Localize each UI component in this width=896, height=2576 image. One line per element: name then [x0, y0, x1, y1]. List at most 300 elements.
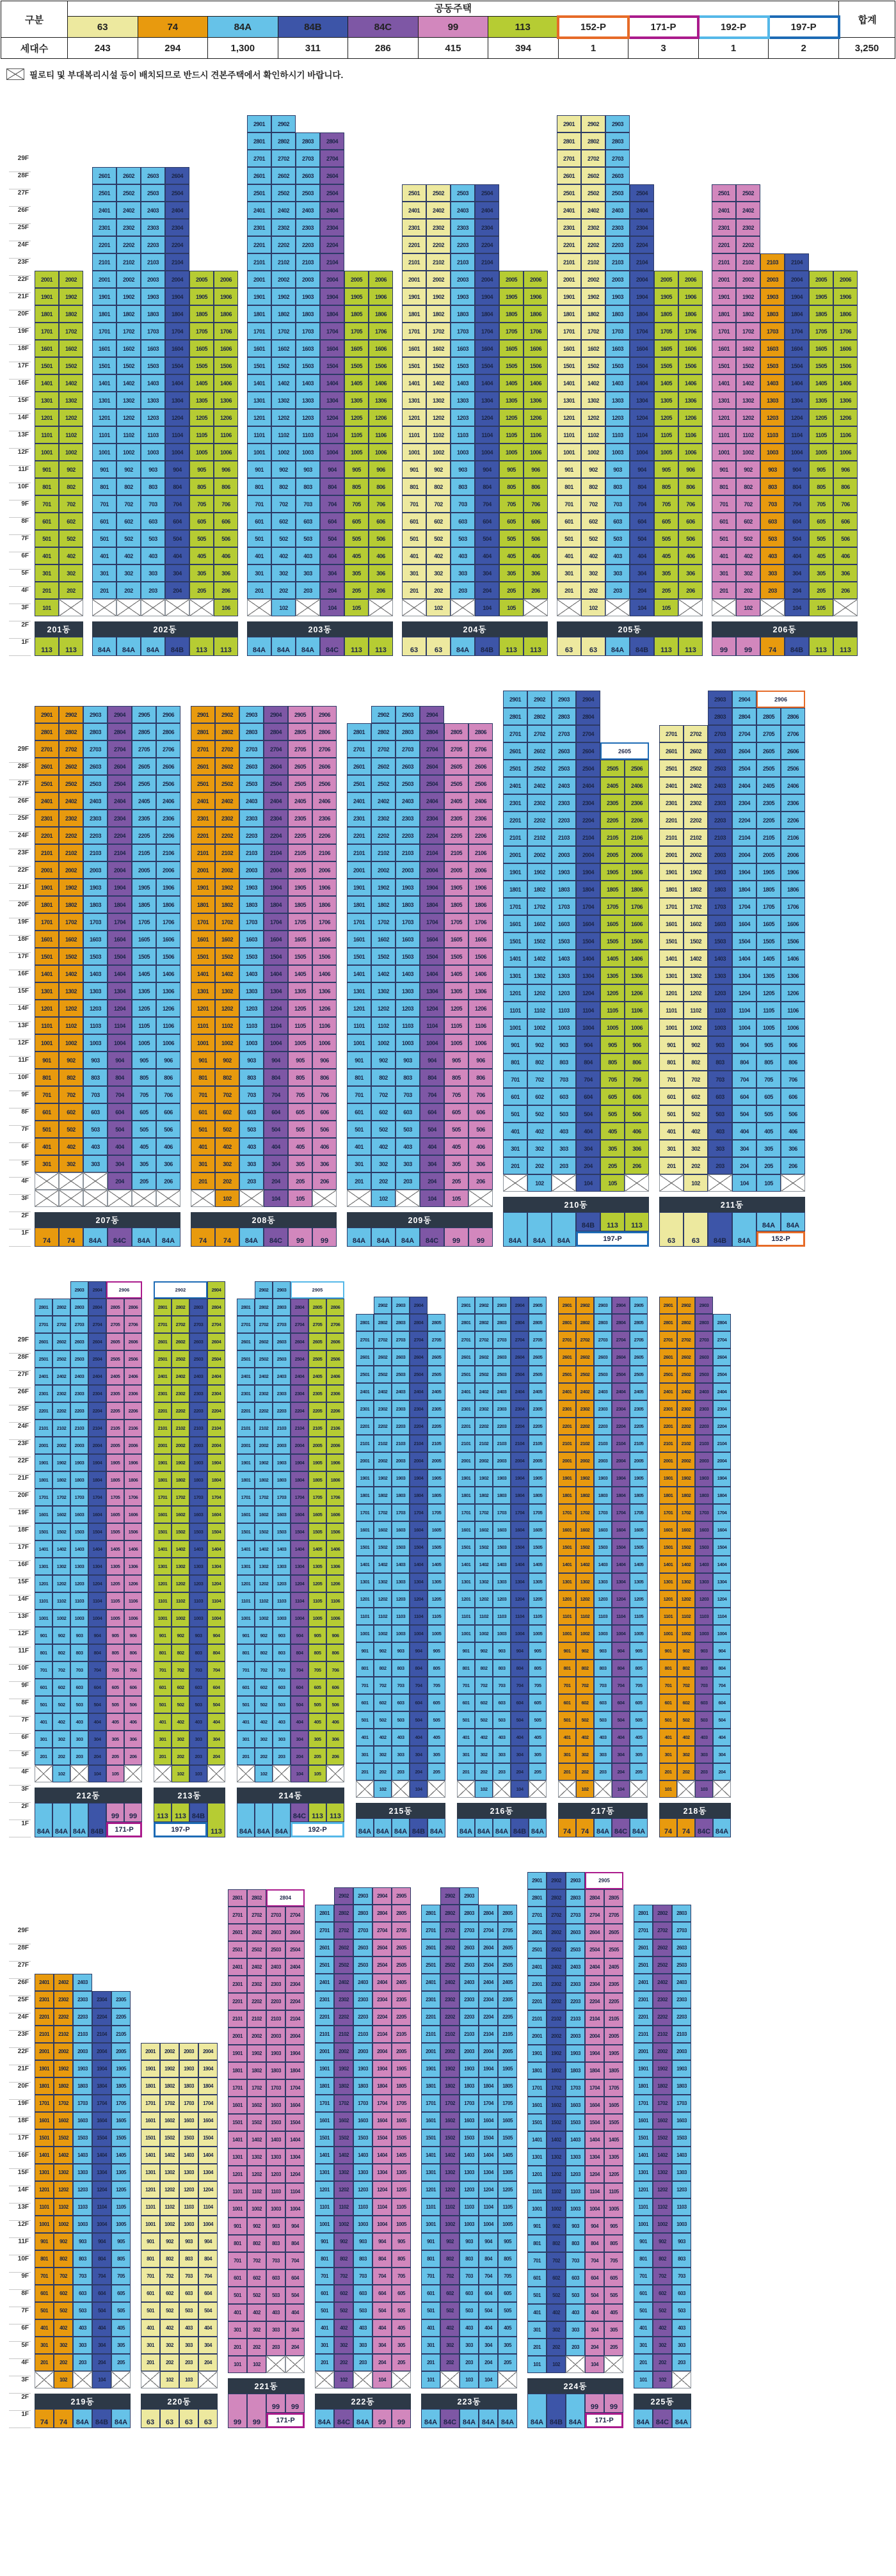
unit-cell: 1001 [421, 2216, 440, 2233]
unit-cell: 202 [52, 1748, 70, 1765]
unit-cell: 1504 [713, 1539, 731, 1556]
legend-type-cell: 63 [684, 1212, 708, 1247]
unit-cell: 101 [527, 2356, 547, 2373]
unit-cell: 2202 [374, 1418, 392, 1435]
unit-cell: 2304 [612, 1400, 630, 1418]
unit-cell: 704 [420, 1086, 444, 1103]
unit-cell: 403 [552, 1123, 576, 1140]
unit-cell: 205 [604, 2339, 623, 2356]
unit-cell: 1401 [141, 2147, 160, 2164]
unit-cell: 1605 [499, 340, 524, 357]
unit-cell: 401 [35, 547, 59, 564]
unit-cell: 2903 [460, 1887, 479, 1905]
unit-cell: 304 [612, 1746, 630, 1763]
unit-cell: 802 [527, 1053, 552, 1071]
unit-cell: 1304 [108, 982, 132, 1000]
unit-cell: 1102 [576, 1608, 594, 1625]
unit-cell: 1305 [344, 392, 369, 409]
unit-cell: 1002 [255, 1610, 273, 1627]
unit-cell: 504 [198, 2302, 218, 2319]
unit-cell: 105 [344, 599, 369, 616]
unit-cell: 703 [605, 495, 630, 513]
unit-cell: 1301 [347, 982, 371, 1000]
unit-cell: 2004 [410, 1452, 428, 1469]
unit-cell: 2004 [320, 271, 344, 288]
unit-cell: 2001 [35, 271, 59, 288]
unit-cell: 604 [576, 1088, 600, 1105]
unit-cell: 1102 [371, 1017, 396, 1034]
unit-cell: 804 [612, 1660, 630, 1677]
unit-cell: 1205 [499, 409, 524, 426]
unit-cell: 403 [460, 2319, 479, 2337]
unit-cell: 2304 [285, 1976, 305, 1993]
unit-cell: 1201 [634, 2181, 653, 2198]
legend-type-cell: 113 [214, 637, 238, 656]
unit-cell: 1606 [312, 931, 337, 948]
unit-cell: 1305 [392, 2164, 411, 2181]
unit-cell: 2405 [428, 1383, 445, 1400]
unit-cell: 2606 [312, 758, 337, 775]
unit-cell: 104 [630, 599, 654, 616]
unit-cell: 2802 [52, 1299, 70, 1316]
legend-type-cell: 84A [132, 1228, 156, 1247]
unit-cell: 1101 [402, 426, 426, 444]
unit-cell: 2001 [457, 1452, 475, 1469]
unit-cell: 1601 [35, 1506, 52, 1523]
unit-cell: 1605 [132, 931, 156, 948]
unit-cell: 605 [498, 2285, 517, 2302]
floor-label: 18F [9, 345, 31, 362]
unit-cell: 1204 [372, 2181, 392, 2198]
unit-cell: 2803 [566, 1889, 585, 1907]
unit-cell: 903 [353, 2233, 372, 2250]
legend-penthouse-cell-192-P: 192-P [291, 1822, 344, 1837]
legend-type-cell: 84C [612, 1818, 630, 1837]
unit-cell: 2704 [285, 1907, 305, 1924]
unit-cell: 2601 [503, 742, 527, 760]
unit-cell: 601 [347, 1103, 371, 1121]
floor-label: 15F [9, 988, 31, 1005]
unit-cell: 504 [420, 1121, 444, 1138]
unit-cell: 1904 [207, 1454, 225, 1471]
unit-cell: 1101 [92, 426, 116, 444]
unit-cell: 1203 [451, 409, 475, 426]
unit-cell: 203 [73, 2354, 92, 2371]
unit-cell: 1803 [695, 1487, 713, 1504]
unit-cell: 305 [428, 1746, 445, 1763]
building-label: 201동 [35, 621, 83, 637]
unit-cell: 804 [88, 1644, 106, 1661]
unit-cell: 1102 [334, 2198, 353, 2216]
unit-cell: 2006 [214, 271, 238, 288]
unit-cell: 503 [605, 530, 630, 547]
unit-cell: 1505 [600, 932, 625, 950]
unit-cell: 505 [654, 530, 678, 547]
unit-cell: 1702 [576, 1504, 594, 1521]
legend-penthouse-cell-197-P: 197-P [154, 1822, 207, 1837]
unit-cell: 2902 [475, 1297, 493, 1314]
unit-cell: 2006 [326, 1437, 344, 1454]
unit-cell: 1504 [511, 1539, 529, 1556]
legend-type-cell: 84C [334, 2409, 353, 2428]
unit-cell: 2203 [392, 1418, 410, 1435]
unit-cell: 1003 [451, 444, 475, 461]
x-cell [296, 599, 320, 616]
unit-cell: 2604 [291, 1333, 308, 1350]
unit-cell: 1302 [371, 982, 396, 1000]
unit-cell: 2801 [315, 1905, 334, 1922]
unit-cell: 1803 [605, 305, 630, 323]
unit-cell: 1003 [760, 444, 785, 461]
unit-cell: 2306 [124, 1385, 142, 1402]
unit-cell: 2206 [156, 827, 180, 844]
unit-cell: 402 [172, 1713, 189, 1731]
unit-cell: 505 [529, 1711, 547, 1729]
unit-cell: 1502 [54, 2129, 73, 2147]
unit-cell: 1104 [165, 426, 189, 444]
unit-cell: 1801 [35, 2077, 54, 2095]
unit-cell: 2403 [83, 792, 108, 810]
floor-label: 28F [9, 1944, 31, 1962]
unit-cell: 2206 [124, 1402, 142, 1420]
unit-cell: 803 [396, 1069, 420, 1086]
unit-cell: 2403 [353, 1974, 372, 1991]
legend-type-cell: 63 [402, 637, 426, 656]
unit-cell: 1303 [396, 982, 420, 1000]
unit-cell: 1705 [604, 2079, 623, 2097]
unit-cell: 2205 [288, 827, 312, 844]
unit-cell: 1503 [83, 948, 108, 965]
unit-cell: 1305 [288, 982, 312, 1000]
floor-label: 8F [9, 2290, 31, 2307]
unit-cell: 2203 [605, 236, 630, 253]
unit-cell: 405 [529, 1729, 547, 1746]
unit-cell: 1801 [634, 2077, 653, 2095]
unit-cell: 2503 [566, 1941, 585, 1958]
unit-cell: 1704 [612, 1504, 630, 1521]
unit-cell: 401 [557, 547, 581, 564]
unit-cell: 1203 [396, 1000, 420, 1017]
unit-cell: 2103 [708, 829, 732, 846]
unit-cell: 1204 [475, 409, 499, 426]
unit-cell: 804 [92, 2250, 111, 2268]
unit-cell: 501 [659, 1711, 677, 1729]
unit-cell: 1801 [347, 896, 371, 913]
unit-cell: 2805 [498, 1905, 517, 1922]
unit-cell: 1205 [428, 1590, 445, 1608]
unit-cell: 504 [92, 2302, 111, 2319]
unit-cell: 1903 [239, 879, 264, 896]
unit-cell: 1404 [198, 2147, 218, 2164]
unit-cell: 1604 [88, 1506, 106, 1523]
unit-cell: 301 [35, 564, 59, 582]
unit-cell: 905 [809, 461, 833, 478]
unit-cell: 2102 [172, 1420, 189, 1437]
building-grid [35, 1281, 142, 1782]
unit-cell: 2004 [475, 271, 499, 288]
unit-cell: 2301 [659, 794, 684, 812]
unit-cell: 1403 [189, 1540, 207, 1558]
floor-label: 7F [9, 2307, 31, 2324]
unit-cell: 904 [165, 461, 189, 478]
unit-cell: 2502 [247, 1941, 266, 1958]
unit-cell: 2503 [353, 1956, 372, 1974]
unit-cell: 2304 [479, 1991, 498, 2008]
unit-cell: 302 [52, 1731, 70, 1748]
unit-cell: 904 [88, 1627, 106, 1644]
unit-cell: 1505 [654, 357, 678, 374]
legend-type-cell: 84A [156, 1228, 180, 1247]
unit-cell: 1804 [630, 305, 654, 323]
unit-cell: 2102 [736, 253, 760, 271]
unit-cell: 2006 [678, 271, 703, 288]
unit-cell: 2803 [273, 1299, 291, 1316]
unit-cell: 2602 [59, 758, 83, 775]
unit-cell: 703 [273, 1661, 291, 1679]
unit-cell: 1703 [566, 2079, 585, 2097]
unit-cell: 1606 [678, 340, 703, 357]
legend-type-cell: 99 [312, 1228, 337, 1247]
unit-cell: 2501 [457, 1366, 475, 1383]
unit-cell: 2805 [529, 1314, 547, 1331]
unit-cell: 2403 [296, 202, 320, 219]
unit-cell: 2001 [247, 271, 271, 288]
unit-cell: 2005 [308, 1437, 326, 1454]
unit-cell: 405 [630, 1729, 648, 1746]
building-213동 [154, 1281, 225, 1837]
unit-cell: 2506 [468, 775, 493, 792]
floor-label: 3F [9, 1195, 31, 1212]
unit-cell: 1105 [529, 1608, 547, 1625]
unit-cell: 2206 [326, 1402, 344, 1420]
unit-cell: 1402 [116, 374, 141, 392]
x-cell [672, 2371, 691, 2388]
building-label: 221동 [228, 2378, 305, 2394]
unit-cell: 903 [179, 2233, 198, 2250]
unit-cell: 905 [288, 1052, 312, 1069]
unit-cell: 1306 [369, 392, 393, 409]
unit-cell: 1703 [396, 913, 420, 931]
building-label: 210동 [503, 1197, 649, 1212]
unit-cell: 1502 [475, 1539, 493, 1556]
unit-cell: 1102 [677, 1608, 695, 1625]
unit-cell: 2005 [756, 846, 781, 863]
floor-label: 13F [9, 2204, 31, 2221]
unit-cell: 1401 [315, 2147, 334, 2164]
floor-label: 22F [9, 867, 31, 884]
unit-cell: 706 [214, 495, 238, 513]
unit-cell: 301 [527, 2321, 547, 2339]
unit-cell: 1604 [630, 340, 654, 357]
floor-label: 25F [9, 815, 31, 832]
unit-cell: 1205 [600, 984, 625, 1002]
unit-cell: 602 [172, 1679, 189, 1696]
unit-cell: 502 [374, 1711, 392, 1729]
unit-cell: 605 [756, 1088, 781, 1105]
type-header-84B: 84B [278, 17, 348, 38]
unit-cell: 2704 [713, 1331, 731, 1348]
unit-cell: 2604 [165, 167, 189, 184]
unit-cell: 1005 [288, 1034, 312, 1052]
unit-cell: 1405 [630, 1556, 648, 1573]
unit-cell: 105 [444, 1190, 468, 1207]
unit-cell: 505 [308, 1696, 326, 1713]
unit-cell: 2703 [392, 1331, 410, 1348]
unit-cell: 202 [426, 582, 451, 599]
unit-cell: 2405 [756, 777, 781, 794]
unit-cell: 802 [547, 2235, 566, 2252]
unit-cell: 2601 [315, 1939, 334, 1956]
unit-cell: 1003 [493, 1625, 511, 1642]
unit-cell: 1202 [653, 2181, 672, 2198]
unit-cell: 1606 [369, 340, 393, 357]
unit-cell: 2702 [653, 1922, 672, 1939]
unit-cell: 801 [35, 1069, 59, 1086]
unit-cell: 1102 [160, 2198, 179, 2216]
unit-cell: 1002 [59, 444, 83, 461]
unit-cell: 803 [353, 2250, 372, 2268]
floor-label: 16F [9, 380, 31, 397]
unit-cell: 2202 [371, 827, 396, 844]
unit-cell: 1203 [566, 2166, 585, 2183]
type-count-63: 243 [68, 38, 138, 59]
unit-cell: 2705 [756, 725, 781, 742]
unit-cell: 2303 [266, 1976, 285, 1993]
unit-cell: 2205 [392, 2008, 411, 2026]
unit-cell: 206 [625, 1157, 649, 1174]
unit-cell: 2305 [428, 1400, 445, 1418]
building-206동 [712, 115, 858, 656]
unit-cell: 1706 [524, 323, 548, 340]
unit-cell: 706 [524, 495, 548, 513]
unit-cell: 1304 [165, 392, 189, 409]
unit-cell: 701 [247, 495, 271, 513]
x-cell [558, 1780, 576, 1798]
unit-cell: 1903 [70, 1454, 88, 1471]
unit-cell: 703 [141, 495, 165, 513]
unit-cell: 1406 [312, 965, 337, 982]
unit-cell: 2401 [356, 1383, 374, 1400]
unit-cell: 2804 [713, 1314, 731, 1331]
unit-cell: 503 [451, 530, 475, 547]
unit-cell: 1401 [191, 965, 215, 982]
unit-cell: 202 [59, 582, 83, 599]
unit-cell: 1006 [833, 444, 858, 461]
unit-cell: 502 [475, 1711, 493, 1729]
unit-cell: 1104 [585, 2183, 604, 2200]
unit-cell: 2806 [326, 1299, 344, 1316]
unit-cell: 1105 [428, 1608, 445, 1625]
unit-cell: 1101 [237, 1592, 255, 1610]
unit-cell: 204 [198, 2354, 218, 2371]
unit-cell: 2404 [88, 1368, 106, 1385]
unit-cell: 804 [165, 478, 189, 495]
unit-cell: 606 [214, 513, 238, 530]
unit-cell: 1603 [179, 2112, 198, 2129]
floor-label: 17F [9, 953, 31, 970]
unit-cell: 205 [498, 2354, 517, 2371]
unit-cell: 503 [708, 1105, 732, 1123]
unit-cell: 1606 [124, 1506, 142, 1523]
unit-cell: 2004 [92, 2043, 111, 2060]
unit-cell: 1705 [132, 913, 156, 931]
unit-cell: 1502 [52, 1523, 70, 1540]
unit-cell: 1103 [672, 2198, 691, 2216]
unit-cell: 1202 [116, 409, 141, 426]
unit-cell: 504 [612, 1711, 630, 1729]
unit-cell: 1104 [88, 1592, 106, 1610]
unit-cell: 702 [59, 1086, 83, 1103]
unit-cell: 502 [576, 1711, 594, 1729]
legend-type-cell: 84A [566, 2394, 585, 2428]
unit-cell: 2505 [444, 775, 468, 792]
unit-cell: 1204 [198, 2181, 218, 2198]
unit-cell: 2802 [371, 723, 396, 740]
unit-cell: 404 [475, 547, 499, 564]
unit-cell: 1706 [625, 898, 649, 915]
unit-cell: 1402 [54, 2147, 73, 2164]
unit-cell: 1406 [214, 374, 238, 392]
unit-cell: 2903 [353, 1887, 372, 1905]
unit-cell: 505 [600, 1105, 625, 1123]
unit-cell: 1105 [392, 2198, 411, 2216]
unit-cell: 1205 [132, 1000, 156, 1017]
unit-cell: 806 [468, 1069, 493, 1086]
unit-cell: 1603 [189, 1506, 207, 1523]
unit-cell: 2504 [207, 1350, 225, 1368]
unit-cell: 2101 [712, 253, 736, 271]
unit-cell: 1102 [440, 2198, 460, 2216]
unit-cell: 2104 [291, 1420, 308, 1437]
unit-cell: 1503 [566, 2114, 585, 2131]
unit-cell: 2303 [353, 1991, 372, 2008]
unit-cell: 505 [189, 530, 214, 547]
unit-cell: 2204 [585, 1993, 604, 2010]
unit-cell: 903 [189, 1627, 207, 1644]
unit-cell: 1905 [428, 1469, 445, 1487]
unit-cell: 2603 [695, 1348, 713, 1366]
unit-cell: 1504 [264, 948, 288, 965]
unit-cell: 2103 [392, 1435, 410, 1452]
unit-cell: 2504 [264, 775, 288, 792]
unit-cell: 1804 [420, 896, 444, 913]
unit-cell: 202 [172, 1748, 189, 1765]
unit-cell: 2302 [440, 1991, 460, 2008]
unit-cell: 1901 [659, 863, 684, 881]
building-legend [92, 637, 238, 656]
type-count-171-P: 3 [628, 38, 699, 59]
unit-cell: 1503 [141, 357, 165, 374]
unit-cell: 705 [756, 1071, 781, 1088]
unit-cell: 205 [428, 1763, 445, 1780]
unit-cell: 503 [594, 1711, 612, 1729]
building-label: 223동 [421, 2394, 517, 2409]
unit-cell: 1902 [172, 1454, 189, 1471]
floor-label: 27F [9, 780, 31, 797]
unit-cell: 803 [760, 478, 785, 495]
unit-cell: 201 [247, 582, 271, 599]
floor-label: 2F [9, 2394, 31, 2411]
unit-cell: 2401 [315, 1974, 334, 1991]
unit-cell: 1605 [444, 931, 468, 948]
penthouse-cell-171-P: 2905 [585, 1872, 623, 1889]
unit-cell: 2405 [604, 1958, 623, 1976]
floor-label: 17F [9, 362, 31, 380]
unit-cell: 2601 [421, 1939, 440, 1956]
unit-cell: 1403 [70, 1540, 88, 1558]
floor-label: 23F [9, 2031, 31, 2048]
unit-cell: 205 [308, 1748, 326, 1765]
